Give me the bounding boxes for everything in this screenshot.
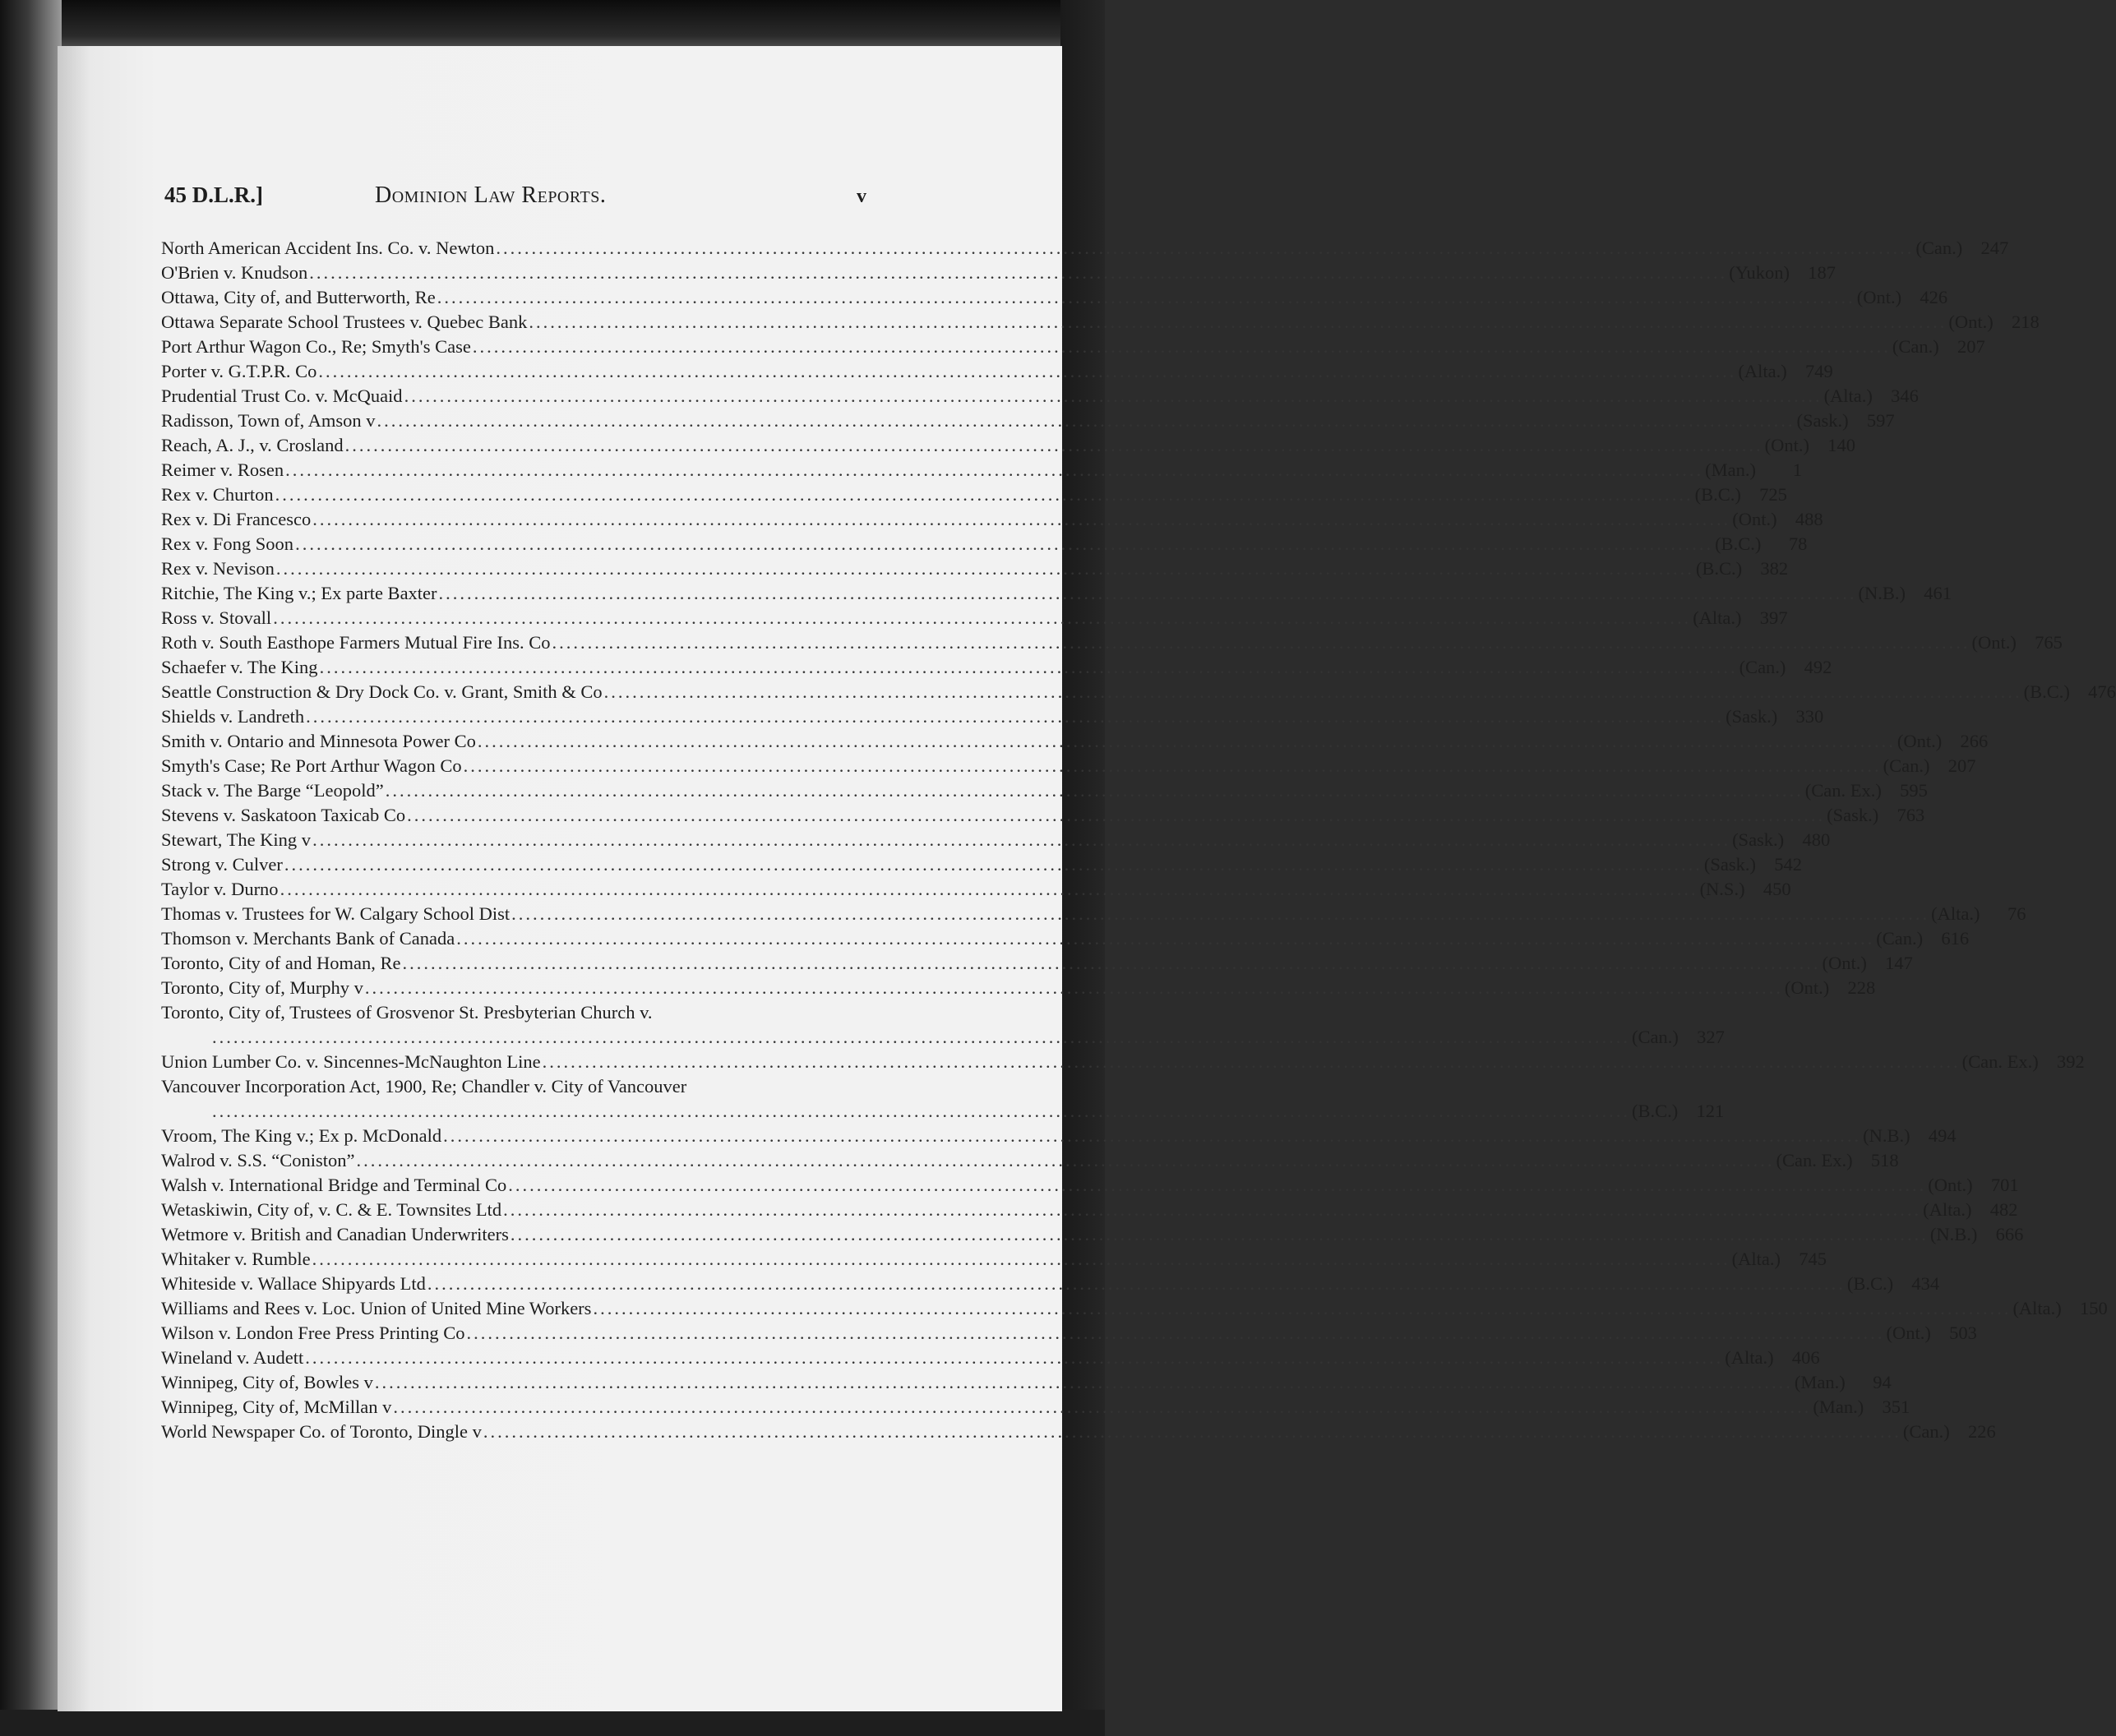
court-label: (Ont.): [1764, 435, 1810, 455]
table-row: [161, 1074, 868, 1099]
case-table: [161, 236, 2116, 1444]
page-reference: 147: [1885, 953, 1913, 973]
table-row: [161, 285, 1948, 310]
page-reference: 1: [1792, 459, 1802, 480]
court-label: (B.C.): [1632, 1101, 1679, 1121]
case-name: North American Accident Ins. Co. v. Newton: [161, 238, 495, 258]
table-row: [161, 1420, 1996, 1444]
leader-dots: ........................................................................................................................................................................................................: [306, 706, 1725, 727]
court-label: (Ont.): [1732, 509, 1777, 529]
table-row: [161, 704, 1824, 729]
court-label: (N.B.): [1863, 1125, 1910, 1146]
case-name: Roth v. South Easthope Farmers Mutual Fire Ins. Co: [161, 632, 551, 653]
leader-dots: ........................................................................................................................................................................................................: [305, 1347, 1724, 1368]
court-label: (Can.): [1915, 238, 1963, 258]
page-reference: 426: [1920, 287, 1948, 307]
case-name: Whitaker v. Rumble: [161, 1249, 311, 1269]
page-reference: 595: [1900, 780, 1928, 801]
court-label: (Ont.): [1822, 953, 1867, 973]
page-reference: 392: [2056, 1051, 2085, 1072]
case-name: Stewart, The King v: [161, 829, 312, 850]
page-reference: 701: [1990, 1175, 2019, 1195]
scan-bottom-edge: [0, 1710, 1105, 1736]
leader-dots: ........................................................................................................................................................................................................: [374, 1372, 1793, 1392]
court-label: (Can.): [1883, 755, 1930, 776]
page-reference: 76: [2007, 903, 2026, 924]
leader-dots: ........................................................................................................................................................................................................: [312, 1249, 1730, 1269]
table-row: [161, 803, 1925, 828]
leader-dots: ........................................................................................................................................................................................................: [312, 509, 1731, 529]
page-reference: 187: [1808, 262, 1836, 283]
court-label: (Can.): [1892, 336, 1939, 357]
table-row: [161, 902, 2026, 926]
table-row: [161, 1321, 1977, 1346]
case-name: Stevens v. Saskatoon Taxicab Co: [161, 805, 406, 825]
leader-dots: ........................................................................................................................................................................................................: [285, 459, 1704, 480]
court-label: (Alta.): [1923, 1199, 1972, 1220]
case-name: Vancouver Incorporation Act, 1900, Re; Chandler v. City of Vancouver: [161, 1076, 687, 1097]
case-name: Strong v. Culver: [161, 854, 283, 875]
court-label: (Ont.): [1928, 1175, 1973, 1195]
case-name: Williams and Rees v. Loc. Union of United Mine Workers: [161, 1298, 592, 1318]
leader-dots: ........................................................................................................................................................................................................: [483, 1421, 1901, 1442]
leader-dots: ........................................................................................................................................................................................................: [404, 386, 1823, 406]
page-reference: 542: [1774, 854, 1803, 875]
case-name: Walrod v. S.S. “Coniston”: [161, 1150, 355, 1170]
case-name: Taylor v. Durno: [161, 879, 279, 899]
table-row: [161, 754, 1976, 778]
leader-dots: ........................................................................................................................................................................................................: [284, 854, 1703, 875]
leader-dots: ........................................................................................................................................................................................................: [273, 607, 1692, 628]
case-name: Walsh v. International Bridge and Terminal Co: [161, 1175, 507, 1195]
page-reference: 140: [1827, 435, 1856, 455]
page-reference: 78: [1788, 533, 1808, 554]
court-label: (Ont.): [1971, 632, 2017, 653]
page-title: Dominion Law Reports.: [375, 182, 607, 208]
court-label: (Can.): [1902, 1421, 1950, 1442]
leader-dots: ........................................................................................................................................................................................................: [407, 805, 1826, 825]
leader-dots: ........................................................................................................................................................................................................: [542, 1051, 1961, 1072]
leader-dots: ........................................................................................................................................................................................................: [212, 1027, 1630, 1047]
leader-dots: ........................................................................................................................................................................................................: [603, 681, 2022, 702]
table-row: [161, 1346, 1820, 1370]
leader-dots: ........................................................................................................................................................................................................: [312, 829, 1731, 850]
table-row: [161, 1173, 2019, 1198]
court-label: (Sask.): [1703, 854, 1757, 875]
court-label: (Alta.): [1693, 607, 1742, 628]
page-reference: 616: [1941, 928, 1970, 949]
table-row: [161, 335, 1985, 359]
leader-dots: ........................................................................................................................................................................................................: [275, 484, 1693, 505]
leader-dots: ........................................................................................................................................................................................................: [552, 632, 1970, 653]
court-label: (B.C.): [1715, 533, 1762, 554]
court-label: (Alta.): [1738, 361, 1787, 381]
page-reference: 745: [1799, 1249, 1827, 1269]
leader-dots: ........................................................................................................................................................................................................: [503, 1199, 1922, 1220]
case-name: Reimer v. Rosen: [161, 459, 284, 480]
court-label: (Alta.): [2012, 1298, 2062, 1318]
page-reference: 94: [1873, 1372, 1892, 1392]
leader-dots: ........................................................................................................................................................................................................: [472, 336, 1891, 357]
court-label: (B.C.): [1846, 1273, 1894, 1294]
table-row: [161, 482, 1787, 507]
page-reference: 327: [1697, 1027, 1725, 1047]
case-name: Winnipeg, City of, McMillan v: [161, 1397, 392, 1417]
court-label: (Alta.): [1725, 1347, 1774, 1368]
table-row: [161, 581, 1952, 606]
page-reference: 346: [1891, 386, 1919, 406]
case-name: Union Lumber Co. v. Sincennes-McNaughton Line: [161, 1051, 541, 1072]
court-label: (Man.): [1705, 459, 1756, 480]
table-row: [161, 655, 1832, 680]
case-name: Rex v. Nevison: [161, 558, 275, 579]
page-reference: 482: [1989, 1199, 2018, 1220]
table-row: [161, 556, 1789, 581]
table-row: [161, 1272, 1940, 1296]
case-name: Stack v. The Barge “Leopold”: [161, 780, 384, 801]
leader-dots: ........................................................................................................................................................................................................: [319, 657, 1738, 677]
court-label: (Ont.): [1897, 731, 1943, 751]
court-label: (Ont.): [1856, 287, 1902, 307]
case-name: Toronto, City of and Homan, Re: [161, 953, 401, 973]
case-name: Porter v. G.T.P.R. Co: [161, 361, 317, 381]
leader-dots: ........................................................................................................................................................................................................: [385, 780, 1804, 801]
table-row: [161, 778, 1928, 803]
leader-dots: ........................................................................................................................................................................................................: [443, 1125, 1862, 1146]
leader-dots: ........................................................................................................................................................................................................: [496, 238, 1915, 258]
court-label: (Alta.): [1931, 903, 1980, 924]
page-reference: 351: [1882, 1397, 1910, 1417]
court-label: (Can.): [1739, 657, 1786, 677]
table-row: [161, 877, 1791, 902]
case-name: Schaefer v. The King: [161, 657, 318, 677]
table-row: [161, 951, 1913, 976]
table-row: [161, 310, 2040, 335]
table-row: [161, 680, 2116, 704]
case-name: Ottawa Separate School Trustees v. Quebec Bank: [161, 312, 528, 332]
court-label: (Ont.): [1948, 312, 1994, 332]
table-row: [161, 926, 1970, 951]
case-name: Rex v. Churton: [161, 484, 274, 505]
case-name: World Newspaper Co. of Toronto, Dingle v: [161, 1421, 482, 1442]
case-name: Ross v. Stovall: [161, 607, 272, 628]
table-row: [161, 1124, 1957, 1148]
court-label: (Yukon): [1729, 262, 1790, 283]
leader-dots: ........................................................................................................................................................................................................: [402, 953, 1821, 973]
case-name: Smyth's Case; Re Port Arthur Wagon Co: [161, 755, 462, 776]
case-name: Vroom, The King v.; Ex p. McDonald: [161, 1125, 442, 1146]
court-label: (Sask.): [1796, 410, 1849, 431]
leader-dots: ........................................................................................................................................................................................................: [510, 1224, 1929, 1244]
page-reference: 725: [1759, 484, 1787, 505]
page-reference: 749: [1805, 361, 1833, 381]
table-row: [161, 828, 1831, 852]
page-reference: 765: [2035, 632, 2063, 653]
page-reference: 207: [1957, 336, 1985, 357]
leader-dots: ........................................................................................................................................................................................................: [437, 287, 1855, 307]
leader-dots: ........................................................................................................................................................................................................: [377, 410, 1795, 431]
leader-dots: ........................................................................................................................................................................................................: [508, 1175, 1927, 1195]
page-reference: 434: [1911, 1273, 1940, 1294]
page-reference: 330: [1795, 706, 1824, 727]
leader-dots: ........................................................................................................................................................................................................: [427, 1273, 1846, 1294]
court-label: (N.B.): [1929, 1224, 1978, 1244]
court-label: (Can. Ex.): [1804, 780, 1882, 801]
page-reference: 228: [1847, 977, 1876, 998]
leader-dots: ........................................................................................................................................................................................................: [344, 435, 1763, 455]
leader-dots: ........................................................................................................................................................................................................: [466, 1323, 1885, 1343]
case-name: Radisson, Town of, Amson v: [161, 410, 376, 431]
leader-dots: ........................................................................................................................................................................................................: [275, 558, 1694, 579]
page-reference: 666: [1995, 1224, 2024, 1244]
table-row: [161, 236, 2009, 261]
case-name: Wineland v. Audett: [161, 1347, 304, 1368]
case-name: Seattle Construction & Dry Dock Co. v. Grant, Smith & Co: [161, 681, 603, 702]
running-header: [164, 182, 871, 215]
case-name: Port Arthur Wagon Co., Re; Smyth's Case: [161, 336, 471, 357]
leader-dots: ........................................................................................................................................................................................................: [438, 583, 1857, 603]
page-reference: 461: [1924, 583, 1952, 603]
page-reference: 494: [1928, 1125, 1957, 1146]
leader-dots: ........................................................................................................................................................................................................: [212, 1101, 1630, 1121]
court-label: (Sask.): [1726, 706, 1778, 727]
court-label: (B.C.): [2023, 681, 2070, 702]
table-row: [161, 1395, 1910, 1420]
table-row: [161, 976, 1876, 1000]
table-row: [161, 729, 1989, 754]
table-row: [161, 507, 1823, 532]
court-label: (B.C.): [1694, 484, 1741, 505]
leader-dots: ........................................................................................................................................................................................................: [393, 1397, 1812, 1417]
page-numeral: v: [857, 186, 866, 207]
case-name: Winnipeg, City of, Bowles v: [161, 1372, 373, 1392]
leader-dots: ........................................................................................................................................................................................................: [356, 1150, 1775, 1170]
page-reference: 121: [1696, 1101, 1725, 1121]
table-row: [161, 1050, 2085, 1074]
table-row: [161, 1148, 1899, 1173]
table-row-continuation: [161, 1099, 1725, 1124]
page-reference: 207: [1947, 755, 1976, 776]
page-reference: 476: [2088, 681, 2116, 702]
page-reference: 226: [1968, 1421, 1996, 1442]
leader-dots: ........................................................................................................................................................................................................: [456, 928, 1875, 949]
table-row: [161, 433, 1856, 458]
page-reference: 492: [1804, 657, 1832, 677]
page-reference: 397: [1759, 607, 1788, 628]
page-reference: 218: [2011, 312, 2040, 332]
page-reference: 266: [1960, 731, 1989, 751]
court-label: (Sask.): [1732, 829, 1785, 850]
leader-dots: ........................................................................................................................................................................................................: [309, 262, 1728, 283]
leader-dots: ........................................................................................................................................................................................................: [529, 312, 1947, 332]
court-label: (Ont.): [1784, 977, 1830, 998]
page-reference: 247: [1980, 238, 2009, 258]
page-reference: 763: [1897, 805, 1925, 825]
case-name: Ritchie, The King v.; Ex parte Baxter: [161, 583, 437, 603]
court-label: (B.C.): [1695, 558, 1743, 579]
court-label: (Man.): [1813, 1397, 1864, 1417]
table-row: [161, 1247, 1827, 1272]
case-name: O'Brien v. Knudson: [161, 262, 308, 283]
court-label: (Can. Ex.): [1961, 1051, 2039, 1072]
court-label: (Ont.): [1886, 1323, 1931, 1343]
scan-top-edge: [0, 0, 1105, 51]
table-row: [161, 1296, 2108, 1321]
court-label: (Can.): [1632, 1027, 1679, 1047]
page-reference: 597: [1866, 410, 1895, 431]
case-name: Rex v. Di Francesco: [161, 509, 312, 529]
page-reference: 488: [1795, 509, 1823, 529]
scan-left-edge: [0, 0, 62, 1736]
leader-dots: ........................................................................................................................................................................................................: [318, 361, 1737, 381]
table-row: [161, 852, 1803, 877]
table-row: [161, 1000, 868, 1025]
court-label: (Can. Ex.): [1776, 1150, 1853, 1170]
court-label: (N.S.): [1699, 879, 1745, 899]
table-row: [161, 630, 2063, 655]
court-label: (Sask.): [1827, 805, 1879, 825]
page-reference: 480: [1802, 829, 1831, 850]
leader-dots: ........................................................................................................................................................................................................: [280, 879, 1698, 899]
case-name: Toronto, City of, Trustees of Grosvenor St. Presbyterian Church v.: [161, 1002, 653, 1023]
table-row: [161, 532, 1808, 556]
table-row: [161, 1370, 1892, 1395]
case-name: Rex v. Fong Soon: [161, 533, 294, 554]
table-row: [161, 261, 1836, 285]
table-row: [161, 359, 1833, 384]
court-label: (Alta.): [1731, 1249, 1781, 1269]
table-row: [161, 1198, 2018, 1222]
page-reference: 450: [1763, 879, 1791, 899]
table-row: [161, 384, 1919, 409]
case-name: Smith v. Ontario and Minnesota Power Co: [161, 731, 476, 751]
page-reference: 503: [1949, 1323, 1977, 1343]
case-name: Thomas v. Trustees for W. Calgary School Dist: [161, 903, 511, 924]
case-name: Wetmore v. British and Canadian Underwriters: [161, 1224, 509, 1244]
case-name: Toronto, City of, Murphy v: [161, 977, 363, 998]
case-name: Whiteside v. Wallace Shipyards Ltd: [161, 1273, 426, 1294]
court-label: (Can.): [1876, 928, 1924, 949]
case-name: Thomson v. Merchants Bank of Canada: [161, 928, 455, 949]
page-reference: 406: [1791, 1347, 1820, 1368]
volume-label: 45 D.L.R.]: [164, 182, 263, 207]
case-name: Reach, A. J., v. Crosland: [161, 435, 344, 455]
page-reference: 150: [2080, 1298, 2108, 1318]
case-name: Wilson v. London Free Press Printing Co: [161, 1323, 465, 1343]
leader-dots: ........................................................................................................................................................................................................: [463, 755, 1882, 776]
case-name: Ottawa, City of, and Butterworth, Re: [161, 287, 436, 307]
court-label: (Alta.): [1823, 386, 1873, 406]
table-row: [161, 409, 1895, 433]
case-name: Shields v. Landreth: [161, 706, 305, 727]
leader-dots: ........................................................................................................................................................................................................: [593, 1298, 2012, 1318]
leader-dots: ........................................................................................................................................................................................................: [295, 533, 1714, 554]
case-name: Wetaskiwin, City of, v. C. & E. Townsites Ltd: [161, 1199, 502, 1220]
leader-dots: ........................................................................................................................................................................................................: [364, 977, 1783, 998]
table-row: [161, 458, 1802, 482]
page-reference: 518: [1870, 1150, 1899, 1170]
table-row-continuation: [161, 1025, 1725, 1050]
table-row: [161, 1222, 2024, 1247]
court-label: (N.B.): [1858, 583, 1906, 603]
leader-dots: ........................................................................................................................................................................................................: [477, 731, 1896, 751]
leader-dots: ........................................................................................................................................................................................................: [511, 903, 1930, 924]
court-label: (Man.): [1794, 1372, 1846, 1392]
table-row: [161, 606, 1788, 630]
case-name: Prudential Trust Co. v. McQuaid: [161, 386, 403, 406]
page-reference: 382: [1760, 558, 1789, 579]
